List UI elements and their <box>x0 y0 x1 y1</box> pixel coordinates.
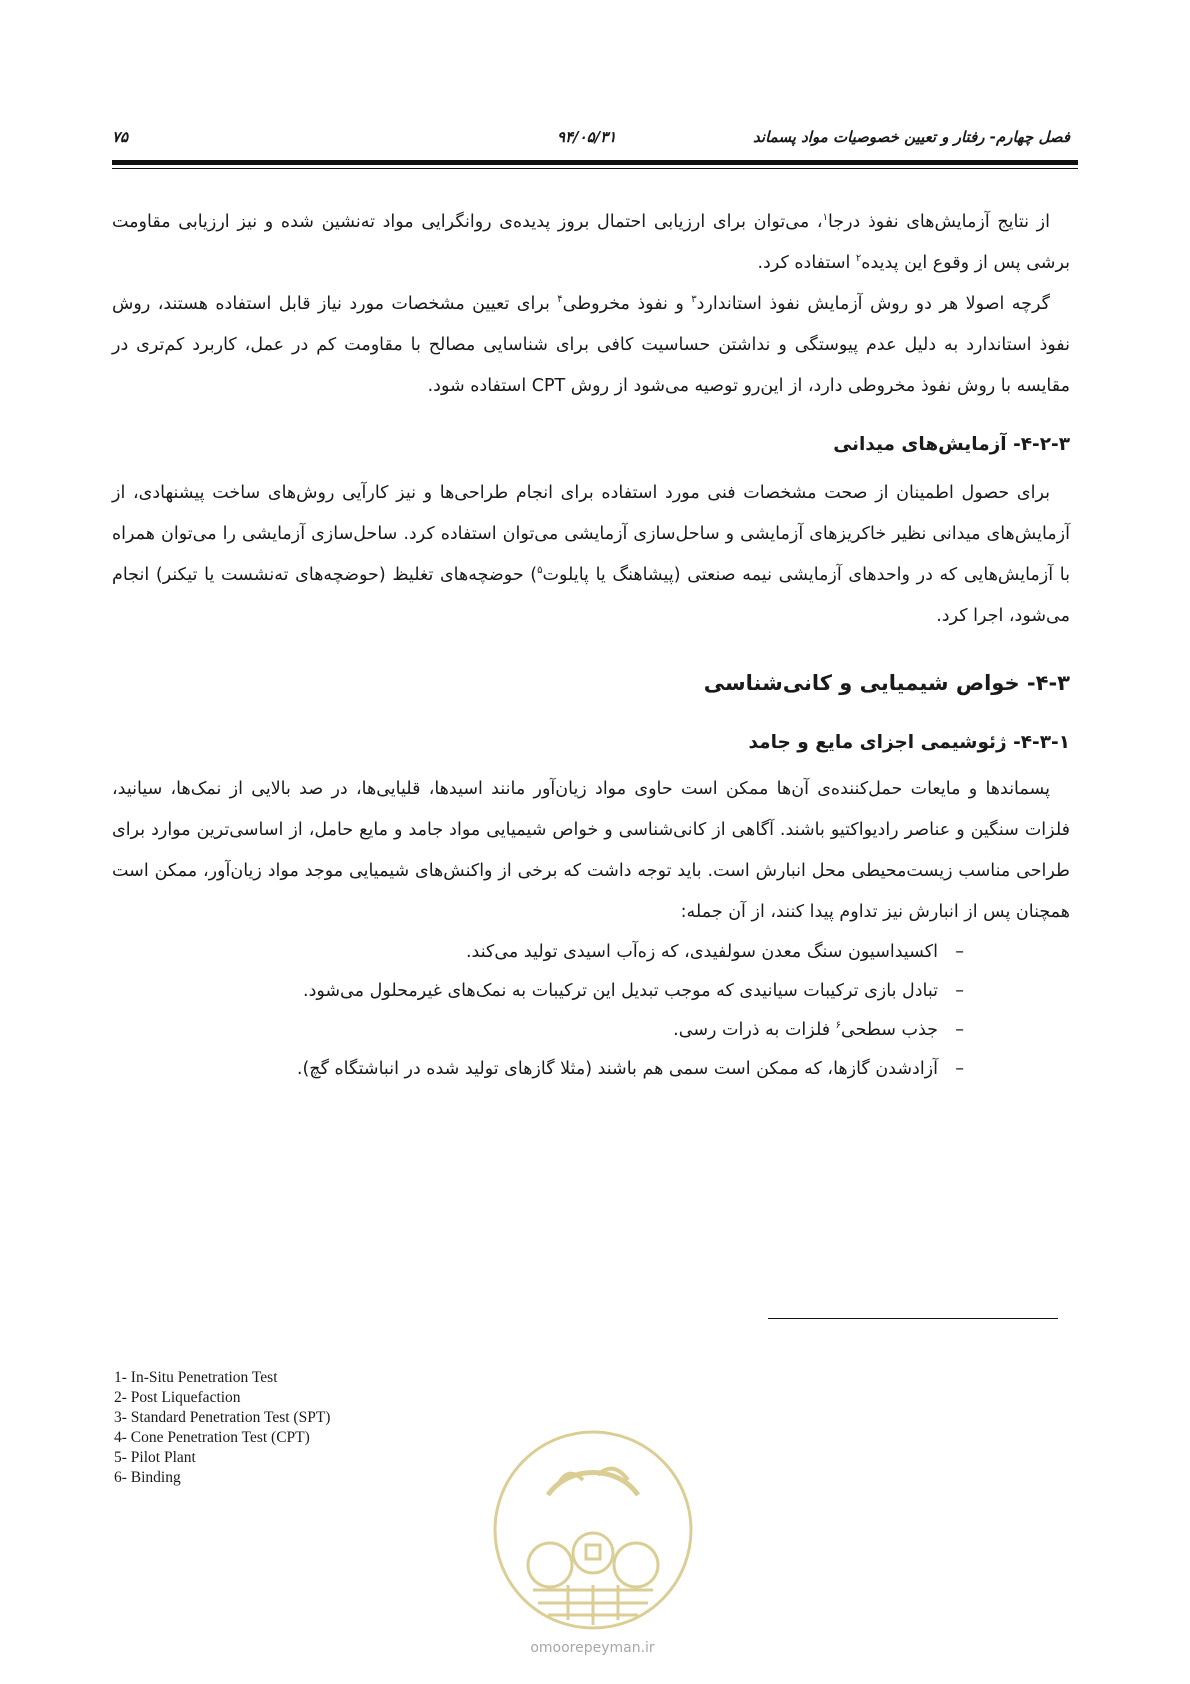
footnote-4: 4- Cone Penetration Test (CPT) <box>114 1429 310 1446</box>
footnote-5: 5- Pilot Plant <box>114 1449 196 1466</box>
footnote-ref-5[interactable]: ۵ <box>537 565 543 577</box>
intro-paragraph-1: از نتایج آزمایش‌های نفوذ درجا$^۱$، می‌توان برای ارزیابی احتمال بروز پدیده‌ی روانگرایی مواد ته‌نشین شده و نیز ارزیابی مقاومت برشی پس از وقوع این پدیده$^۲$ استفاده کرد. <box>112 212 1070 273</box>
field-tests-paragraph: برای حصول اطمینان از صحت مشخصات فنی مورد استفاده برای انجام طراحی‌ها و نیز کارآیی روش‌های ساخت پیشنهادی، از آزمایش‌های میدانی نظیر خاکریزهای آزمایشی و ساحل‌سازی آزمایشی می‌توان استفاده کرد. ساحل‌سازی آزمایشی را می‌توان همراه با آزمایش‌هایی که در واحدهای آزمایشی نیمه صنعتی (پیشاهنگ یا پایلوت$^۵$) حوضچه‌های تغلیظ (حوضچه‌های ته‌نشست یا تیکنر) انجام می‌شود، اجرا کرد. <box>112 483 1070 626</box>
footnote-3: 3- Standard Penetration Test (SPT) <box>114 1409 331 1426</box>
intro-paragraph-2: گرچه اصولا هر دو روش آزمایش نفوذ استاندارد$^۳$ و نفوذ مخروطی$^۴$ برای تعیین مشخصات مورد نیاز قابل استفاده هستند، روش نفوذ استاندارد به دلیل عدم پیوستگی و نداشتن حساسیت کافی برای شناسایی مصالح با مقاومت کم در عمل، کاربرد کم‌تری در مقایسه با روش نفوذ مخروطی دارد، از این‌رو توصیه می‌شود از روش CPT استفاده شود. <box>112 294 1070 396</box>
list-item: – جذب سطحی$^۶$ فلزات به ذرات رسی. <box>673 1020 964 1040</box>
footnote-ref-4[interactable]: ۴ <box>557 294 563 306</box>
header-date: ۹۴/۰۵/۳۱ <box>557 128 617 146</box>
watermark-site: omoorepeyman.ir <box>530 1640 655 1656</box>
chapter-title: فصل چهارم- رفتار و تعیین خصوصیات مواد پسماند <box>753 128 1070 146</box>
list-item: – اکسیداسیون سنگ معدن سولفیدی، که زه‌آب اسیدی تولید می‌کند. <box>465 942 964 962</box>
footnote-ref-1[interactable]: ۱ <box>822 212 828 224</box>
heading-chemical-properties: ۴-۳- خواص شیمیایی و کانی‌شناسی <box>703 671 1070 695</box>
footnotes <box>114 1368 330 1488</box>
watermark-seal-icon <box>488 1425 698 1635</box>
page-body <box>112 202 1070 1089</box>
reaction-list <box>112 933 1070 1089</box>
footnote-ref-6[interactable]: ۶ <box>835 1020 842 1032</box>
running-header <box>112 128 1070 154</box>
footnote-ref-2[interactable]: ۲ <box>855 253 862 265</box>
heading-field-tests: ۴-۲-۳- آزمایش‌های میدانی <box>833 434 1070 455</box>
footnote-1: 1- In-Situ Penetration Test <box>114 1369 278 1386</box>
footnote-ref-3[interactable]: ۳ <box>691 294 697 306</box>
page-number: ۷۵ <box>112 128 129 146</box>
header-rule-thin <box>112 168 1078 169</box>
list-item: – تبادل بازی ترکیبات سیانیدی که موجب تبدیل این ترکیبات به نمک‌های غیرمحلول می‌شود. <box>303 981 964 1001</box>
heading-geochemistry: ۴-۳-۱- ژئوشیمی اجزای مایع و جامد <box>748 732 1070 753</box>
header-rule-thick <box>112 160 1078 165</box>
list-item: – آزادشدن گازها، که ممکن است سمی هم باشند (مثلا گازهای تولید شده در انباشتگاه گچ). <box>296 1059 964 1079</box>
geochemistry-paragraph: پسماندها و مایعات حمل‌کننده‌ی آن‌ها ممکن است حاوی مواد زیان‌آور مانند اسیدها، قلیایی‌ها، در صد بالایی از نمک‌ها، سیانید، فلزات سنگین و عناصر رادیواکتیو باشند. آگاهی از کانی‌شناسی و خواص شیمیایی مواد جامد و مایع حامل، از اساسی‌ترین موارد برای طراحی مناسب زیست‌محیطی محل انبارش است. باید توجه داشت که برخی از واکنش‌های شیمیایی موجد مواد زیان‌آور، ممکن است همچنان پس از انبارش نیز تداوم پیدا کنند، از آن جمله: <box>112 779 1070 922</box>
footnote-6: 6- Binding <box>114 1469 181 1486</box>
footnote-separator <box>768 1318 1058 1319</box>
footnote-2: 2- Post Liquefaction <box>114 1389 241 1406</box>
